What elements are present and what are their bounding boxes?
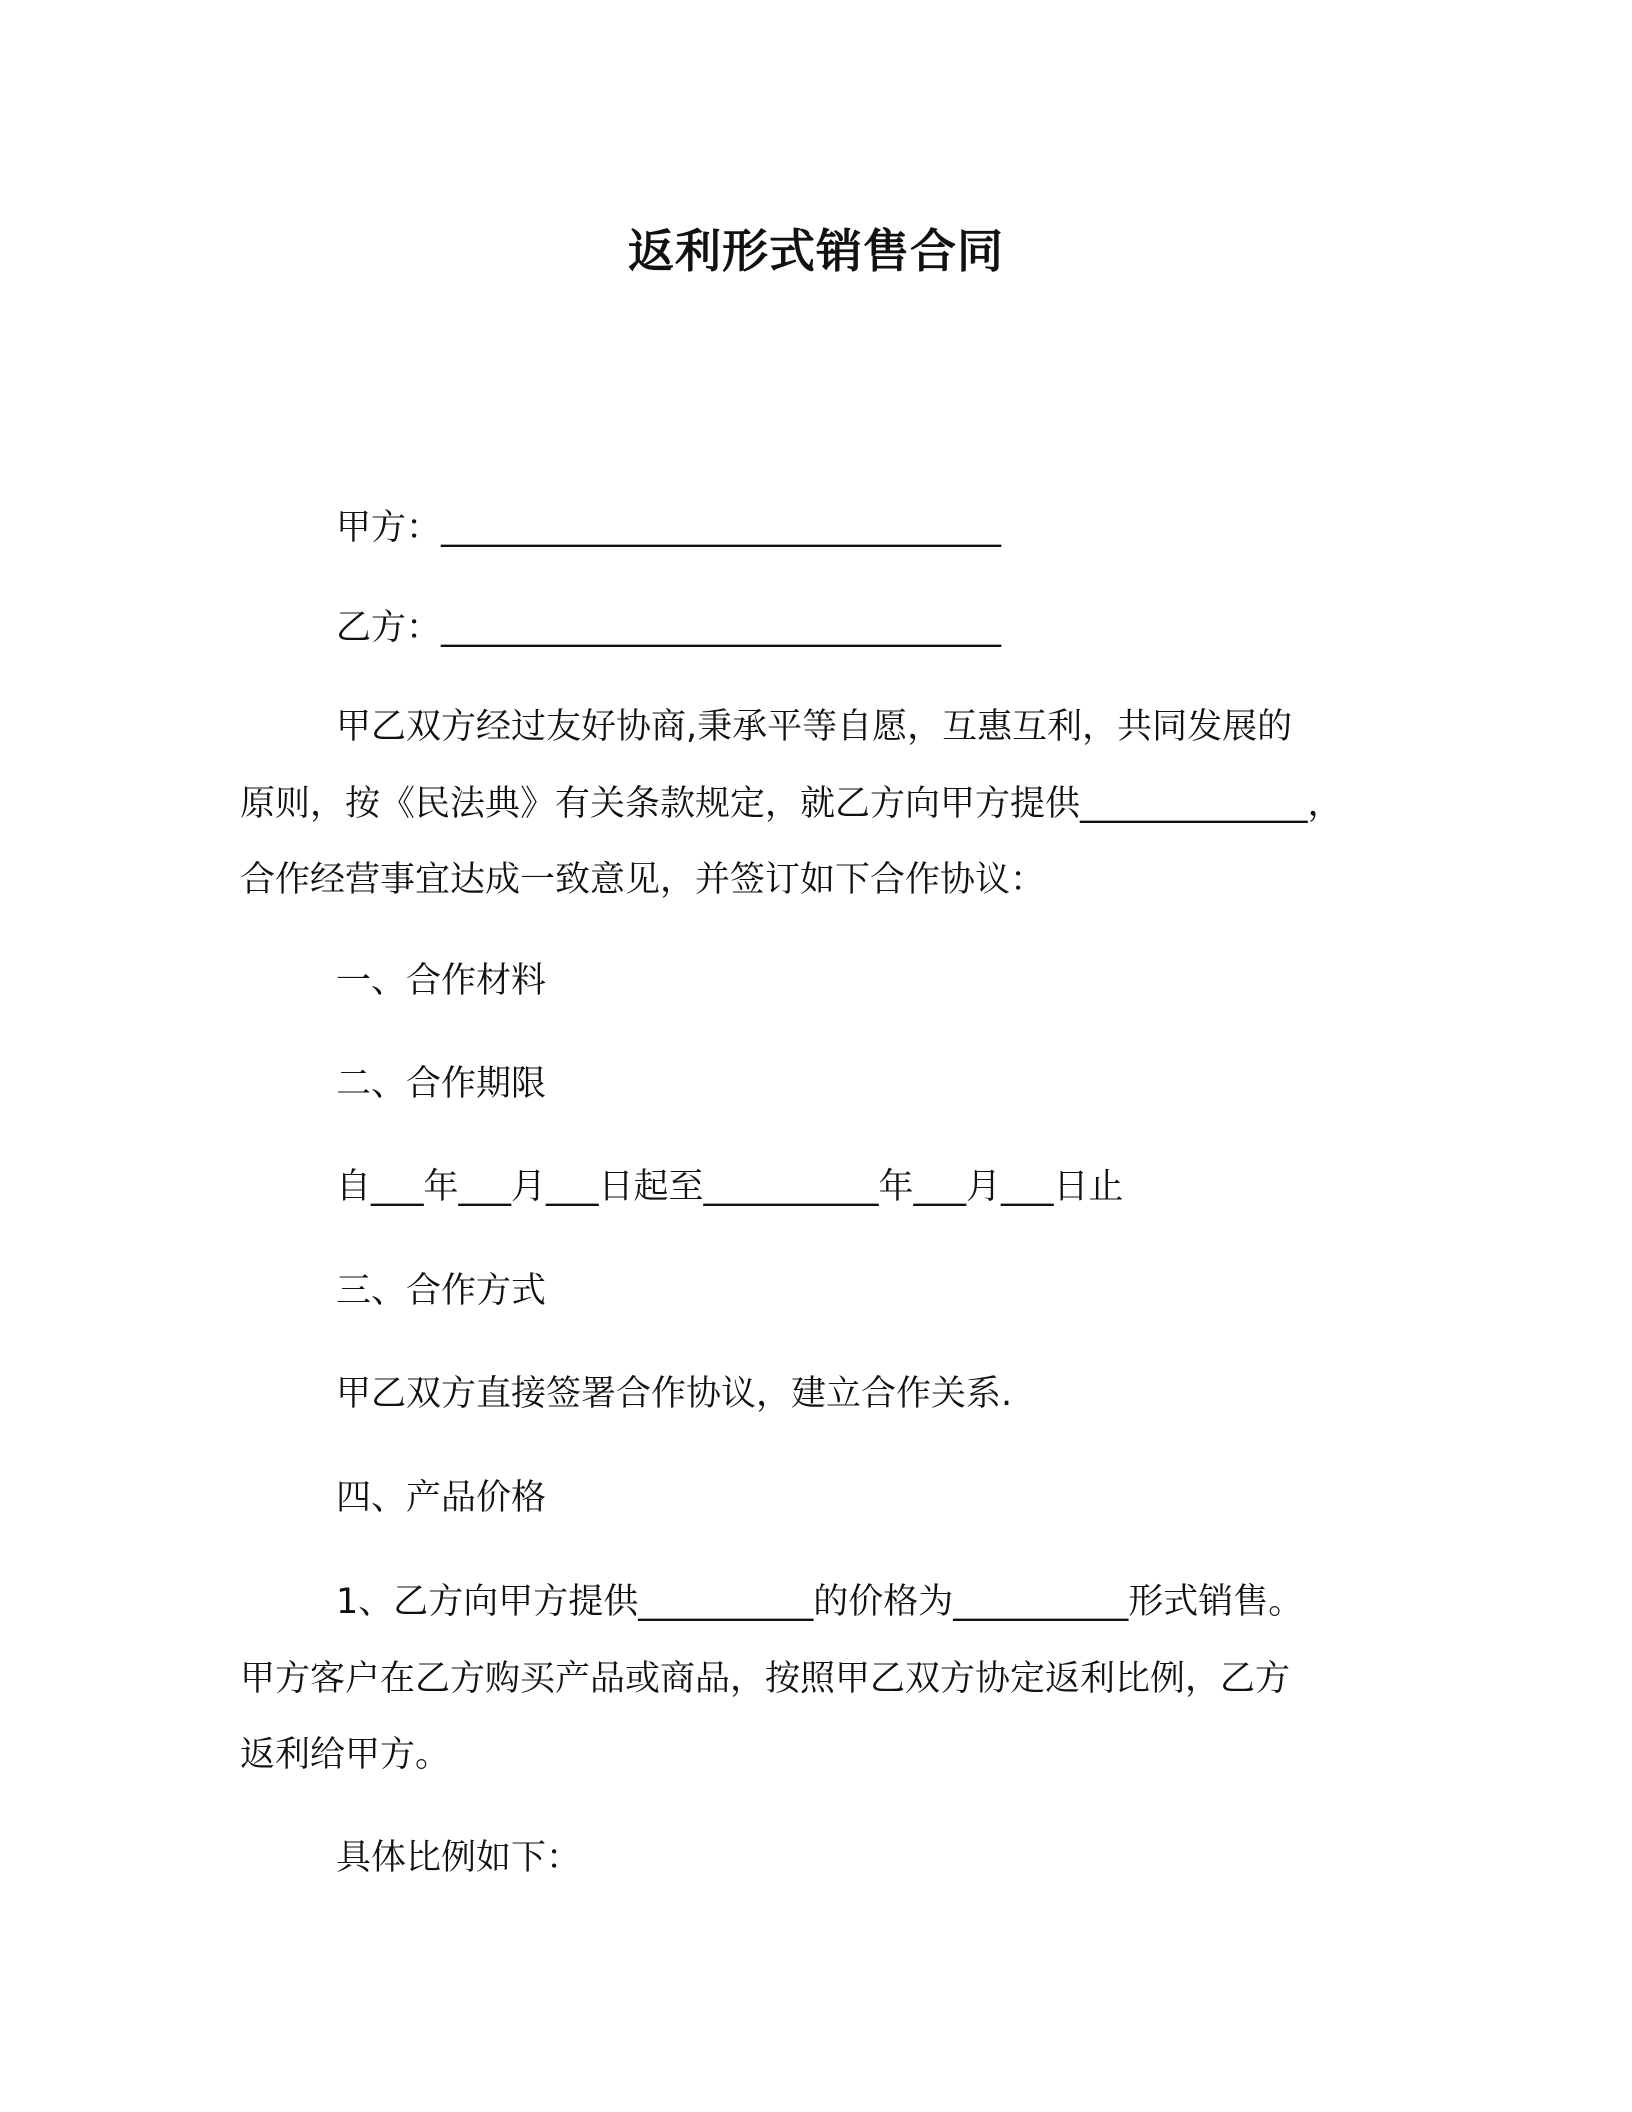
clause-1-line-2: 甲方客户在乙方购买产品或商品，按照甲乙双方协定返利比例，乙方 — [240, 1659, 1291, 1699]
party-a-line: 甲方：________________________________ — [336, 508, 1002, 548]
section-2-heading: 二、合作期限 — [336, 1064, 547, 1104]
section-3-body: 甲乙双方直接签署合作协议，建立合作关系. — [336, 1374, 1013, 1414]
intro-line-1: 甲乙双方经过友好协商,秉承平等自愿，互惠互利，共同发展的 — [336, 707, 1293, 747]
section-3-heading: 三、合作方式 — [336, 1271, 547, 1311]
clause-1-line-3: 返利给甲方。 — [240, 1735, 451, 1775]
document-title: 返利形式销售合同 — [628, 224, 1004, 278]
section-1-heading: 一、合作材料 — [336, 961, 547, 1001]
intro-line-2: 原则，按《民法典》有关条款规定，就乙方向甲方提供_____________， — [240, 784, 1343, 824]
term-line: 自___年___月___日起至__________年___月___日止 — [336, 1167, 1124, 1207]
clause-1-line-1: 1、乙方向甲方提供__________的价格为__________形式销售。 — [336, 1582, 1304, 1622]
intro-line-3: 合作经营事宜达成一致意见，并签订如下合作协议： — [240, 860, 1046, 900]
ratio-intro: 具体比例如下： — [336, 1838, 582, 1878]
section-4-heading: 四、产品价格 — [336, 1478, 547, 1518]
party-b-line: 乙方：________________________________ — [336, 608, 1002, 648]
